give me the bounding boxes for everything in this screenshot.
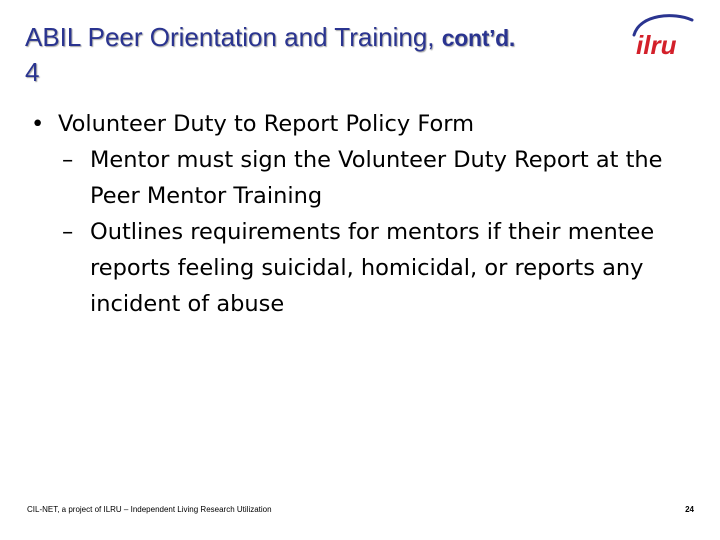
title-main: ABIL Peer Orientation and Training, — [25, 22, 442, 52]
sub-marker: – — [62, 219, 74, 245]
bullet-marker: • — [31, 111, 45, 137]
content-list — [28, 106, 688, 322]
title-contd: cont’d. — [441, 25, 516, 51]
page-number: 24 — [685, 505, 694, 514]
sub-list-item — [28, 142, 688, 214]
logo-text: ilru — [636, 30, 677, 56]
sub-item-text: Outlines requirements for mentors if their mentee reports feeling suicidal, homicidal, or reports any incident of abuse — [90, 219, 655, 317]
slide-title — [25, 20, 625, 89]
ilru-logo — [626, 10, 698, 56]
sub-list-item — [28, 214, 688, 322]
sub-marker: – — [62, 147, 74, 173]
footer-credit: CIL-NET, a project of ILRU – Independent Living Research Utilization — [27, 505, 272, 514]
title-line-2: 4 — [25, 57, 40, 87]
list-item — [28, 106, 688, 142]
sub-item-text: Mentor must sign the Volunteer Duty Report at the Peer Mentor Training — [90, 147, 663, 209]
bullet-text: Volunteer Duty to Report Policy Form — [58, 111, 474, 137]
